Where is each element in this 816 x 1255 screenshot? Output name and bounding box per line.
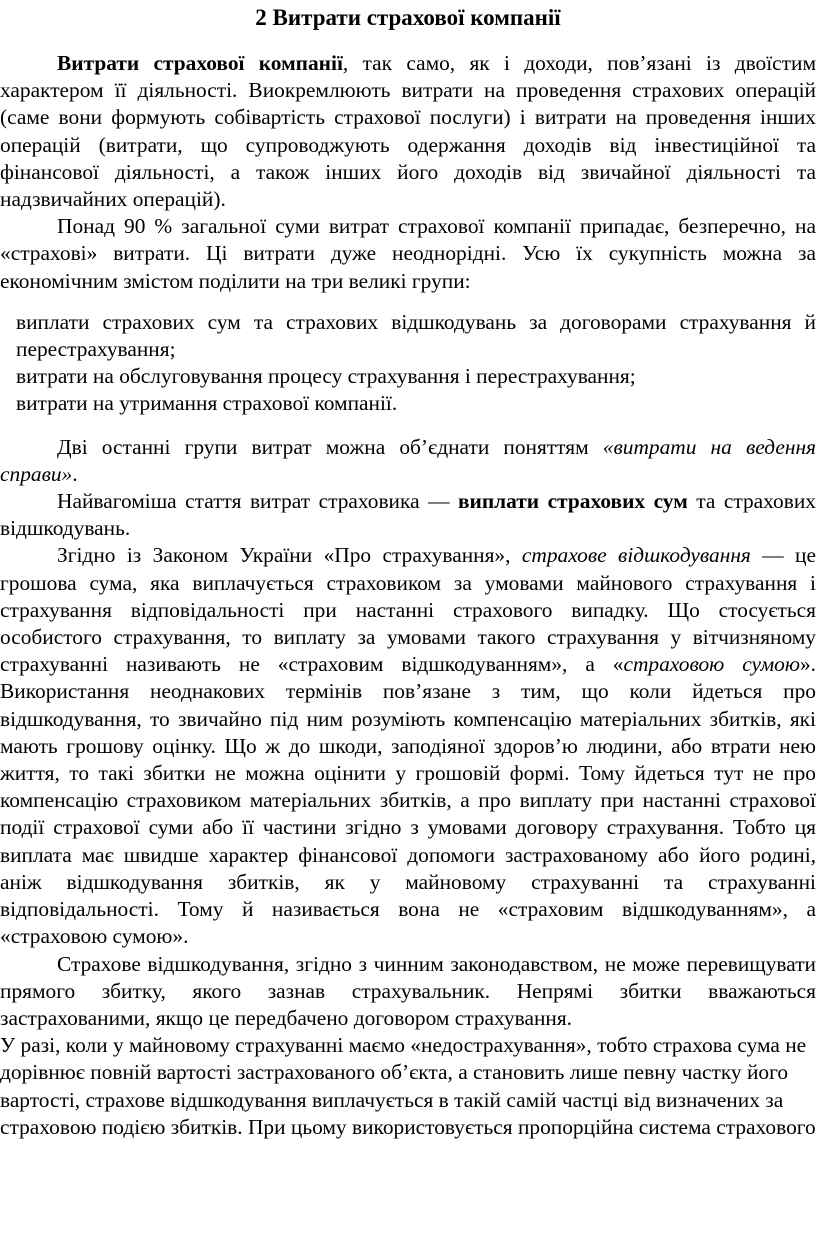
term-payments: виплати страхових сум (457, 489, 688, 514)
paragraph-text: . (72, 461, 78, 486)
paragraph-text: ». Використання неоднакових термінів пов’язане з тим, що коли йдеться про відшкодування, то звичайно під ним розуміють компенсацію матеріальних збитків, які мають грошову оцінку. Що ж до шкоди, заподіяної здоров’ю людини, або втрати нею життя, то такі збитки не можна оцінити у грошовій формі. Тому йдеться тут не про компенсацію страховиком матеріальних збитків, а про виплату при настанні страхової події страхової суми або її частини згідно з умовами договору страхування. Тобто ця виплата має швидше характер фінансової допомоги застрахованому або його родині, аніж відшкодування збитків, як у майновому страхуванні та страхуванні відповідальності. Тому й називається вона не «страховим відшкодуванням», а «страховою сумою». (0, 652, 816, 949)
section-title: 2 Витрати страхової компанії (255, 5, 561, 30)
paragraph-underinsurance: У разі, коли у майновому страхуванні маємо «недострахування», тобто страхова сума не дорівнює повній вартості застрахованого об’єкта, а становить лише певну частку його вартості, страхове відшкодування виплачується в такій самій частці від визначених за страховою подією збитків. При цьому використовується пропорційна система страхового (0, 1033, 816, 1139)
expense-groups-list (16, 309, 816, 418)
paragraph-expenses-intro (0, 50, 816, 213)
paragraph-text: та страхових відшкодувань. (0, 489, 816, 541)
list-item: виплати страхових сум та страхових відшкодувань за договорами страхування й перестрахування; (16, 309, 816, 362)
paragraph-insurance-share: Понад 90 % загальної суми витрат страхової компанії припадає, безперечно, на «страхові» витрати. Ці витрати дуже неоднорідні. Усю їх сукупність можна за економічним змістом поділити на три великі групи: (0, 214, 816, 293)
paragraph-text: , так само, як і доходи, пов’язані із двоїстим характером її діяльності. Виокремлюють витрати на проведення страхових операцій (саме вони формують собівартість страхової послуги) і витрати на проведення інших операцій (витрати, що супроводжують одержання доходів від інвестиційної та фінансової діяльності, а також інших його доходів від звичайної діяльності та надзвичайних операцій). (0, 51, 816, 212)
term-indemnity: страхове відшкодування (521, 543, 751, 568)
term-insurer-expenses: Витрати страхової компанії (57, 51, 343, 75)
paragraph-text: — це грошова сума, яка виплачується страховиком за умовами майнового страхування і страхування відповідальності при настанні страхового випадку. Що стосується особистого страхування, то виплату за умовами такого страхування у вітчизняному страхуванні називають не «страховим відшкодуванням», а « (0, 543, 816, 677)
list-item: витрати на утримання страхової компанії. (16, 391, 398, 416)
paragraph-law-definition (0, 542, 816, 950)
paragraph-text: Згідно із Законом України «Про страхування», (57, 543, 522, 568)
paragraph-business-expenses (0, 434, 816, 488)
list-item: витрати на обслуговування процесу страхування і перестрахування; (16, 364, 636, 389)
term-business-expenses: «витрати на ведення справи» (0, 434, 816, 486)
document-body (0, 50, 816, 1141)
paragraph-indemnity-limit: Страхове відшкодування, згідно з чинним законодавством, не може перевищувати прямого збитку, якого зазнав страхувальник. Непрямі збитки вважаються застрахованими, якщо це передбачено договором страхування. (0, 951, 816, 1030)
paragraph-main-article (0, 488, 816, 542)
term-insured-sum: страховою сумою (623, 652, 800, 677)
paragraph-text: Дві останні групи витрат можна об’єднати поняттям (57, 434, 603, 459)
paragraph-text: Найвагоміша стаття витрат страховика — (57, 489, 458, 514)
